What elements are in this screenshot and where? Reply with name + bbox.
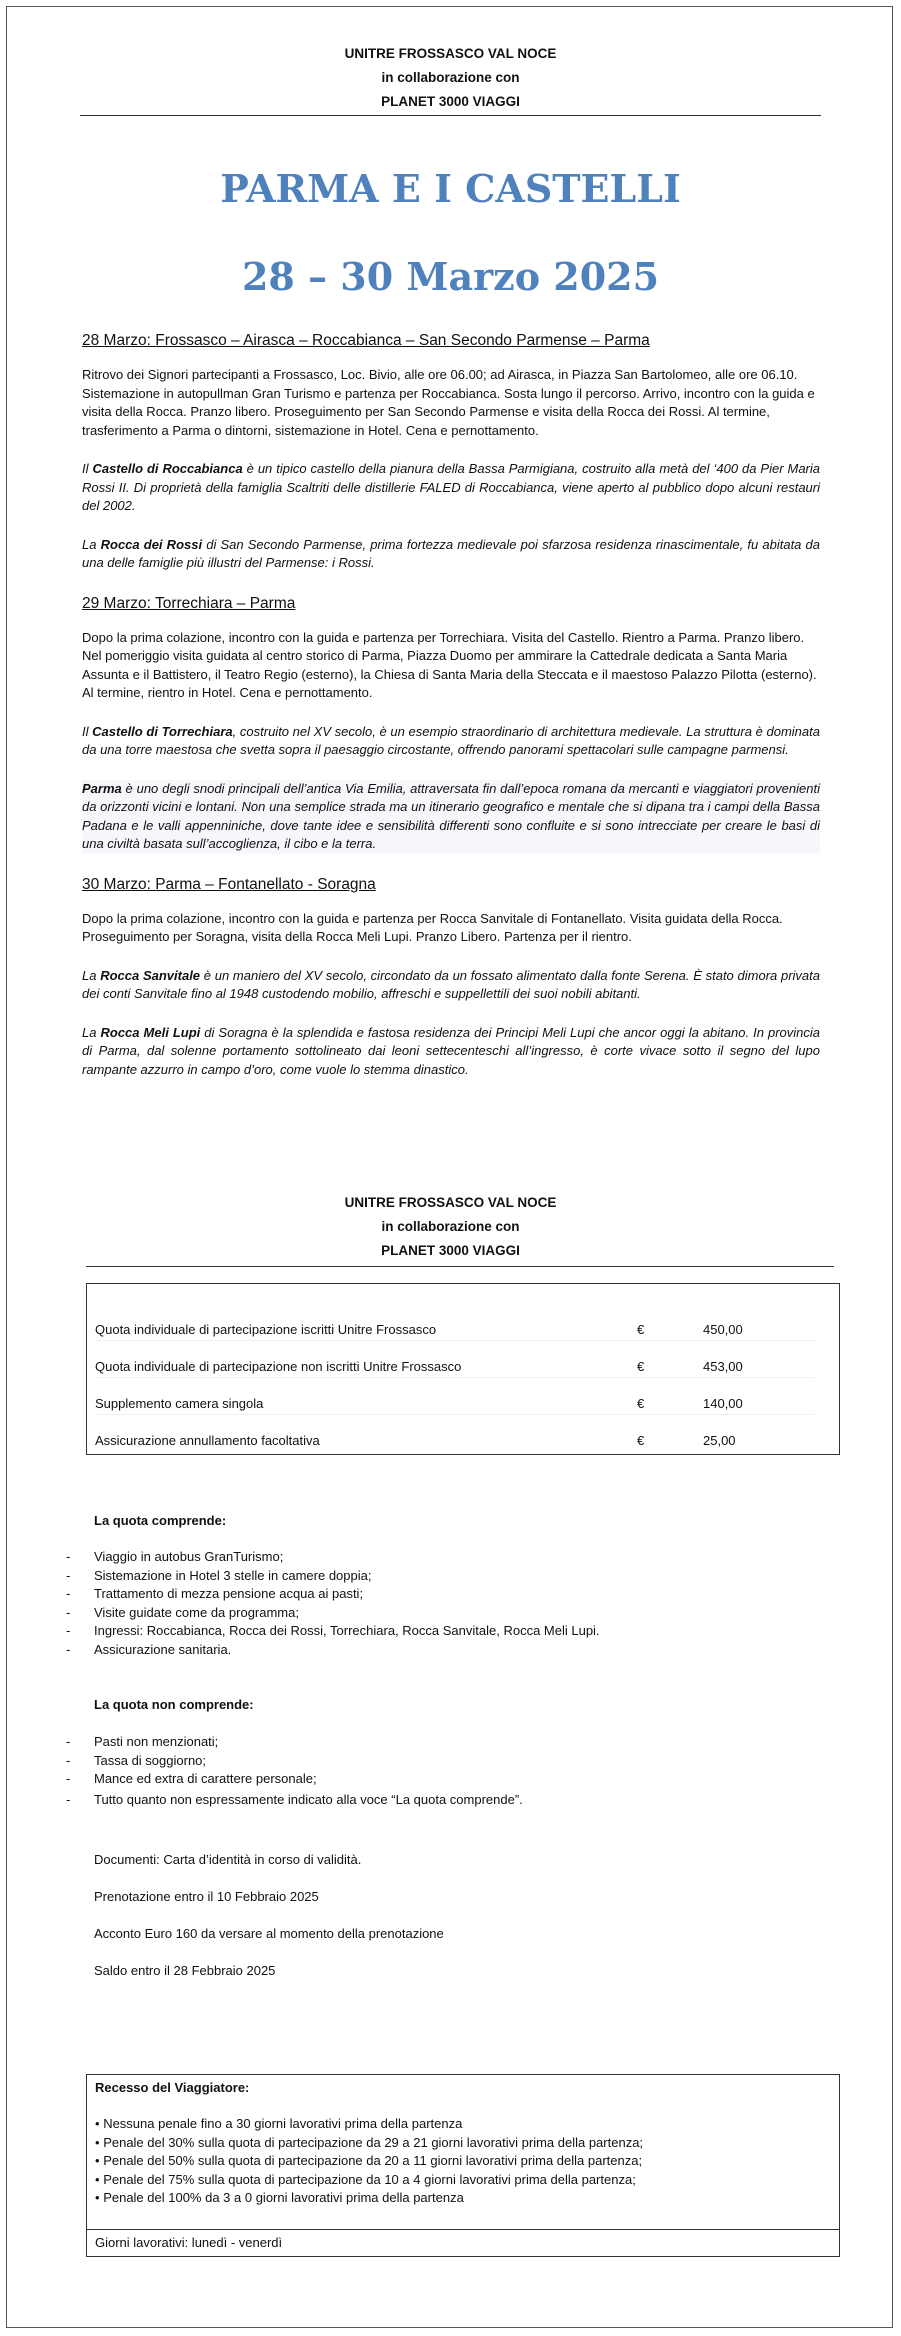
- list-item: - Viaggio in autobus GranTurismo;: [66, 1549, 284, 1564]
- list-item: - Visite guidate come da programma;: [66, 1604, 299, 1620]
- list-item: • Nessuna penale fino a 30 giorni lavorativi prima della partenza: [95, 2116, 463, 2131]
- list-item: • Penale del 100% da 3 a 0 giorni lavorativi prima della partenza: [95, 2190, 464, 2205]
- price-currency: €: [637, 1322, 645, 1337]
- cancellation-list: [95, 2115, 643, 2208]
- header-org: UNITRE FROSSASCO VAL NOCE: [344, 46, 557, 61]
- price-amount: 25,00: [703, 1433, 736, 1448]
- price-row: [95, 1357, 815, 1378]
- list-item: • Penale del 50% sulla quota di partecipazione da 20 a 11 giorni lavorativi prima della partenza;: [95, 2153, 643, 2168]
- price-currency: €: [637, 1433, 645, 1448]
- header-agency: PLANET 3000 VIAGGI: [381, 94, 520, 109]
- list-item: • Penale del 30% sulla quota di partecipazione da 29 a 21 giorni lavorativi prima della partenza;: [95, 2134, 644, 2150]
- includes-heading: La quota comprende:: [94, 1513, 227, 1528]
- header2-collab: in collaborazione con: [381, 1219, 520, 1234]
- list-item: - Ingressi: Roccabianca, Rocca dei Rossi, Torrechiara, Rocca Sanvitale, Rocca Meli Lupi.: [66, 1623, 600, 1638]
- price-label: Assicurazione annullamento facoltativa: [95, 1433, 320, 1448]
- list-item: - Trattamento di mezza pensione acqua ai pasti;: [66, 1586, 364, 1601]
- header-rule: [80, 115, 821, 116]
- price-row: [95, 1431, 815, 1451]
- page-title: PARMA E I CASTELLI: [220, 166, 681, 211]
- day3-text: Dopo la prima colazione, incontro con la guida e partenza per Rocca Sanvitale di Fontanellato. Visita guidata della Rocca. Proseguimento per Soragna, visita della Rocca Meli Lupi. Pranzo Libero. Partenza per il rientro.: [82, 910, 783, 944]
- header-second: [80, 1191, 821, 1263]
- price-row: [95, 1320, 815, 1341]
- price-amount: 450,00: [703, 1322, 743, 1337]
- day2-note-torrechiara: Il Castello di Torrechiara, costruito nel XV secolo, è un esempio straordinario di architettura medievale. La struttura è dominata da una torre maestosa che svetta sopra il paesaggio circostante, offrendo panorami spettacolari sulle campagne parmensi.: [82, 723, 820, 757]
- header2-org: UNITRE FROSSASCO VAL NOCE: [344, 1195, 557, 1210]
- price-amount: 453,00: [703, 1359, 743, 1374]
- list-item: - Tassa di soggiorno;: [66, 1752, 207, 1768]
- list-item: - Mance ed extra di carattere personale;: [66, 1771, 317, 1786]
- price-currency: €: [637, 1396, 645, 1411]
- header2-rule: [86, 1266, 834, 1267]
- day3-note-sanvitale: La Rocca Sanvitale è un maniero del XV secolo, circondato da un fossato alimentato dalla fonte Serena. È stato dimora privata dei conti Sanvitale fino al 1948 custodendo mobilio, affreschi e suppellettili dei suoi nobili abitanti.: [82, 967, 821, 1001]
- note-balance: Saldo entro il 28 Febbraio 2025: [94, 1963, 276, 1978]
- day1-note-roccabianca: Il Castello di Roccabianca è un tipico castello della pianura della Bassa Parmigiana, costruito alla metà del ‘400 da Pier Maria Rossi II. Di proprietà della famiglia Scaltriti delle distillerie FALED di Roccabianca, viene aperto al pubblico dopo alcuni restauri del 2002.: [82, 461, 820, 513]
- day1-text: Ritrovo dei Signori partecipanti a Frossasco, Loc. Bivio, alle ore 06.00; ad Airasca, in Piazza San Bartolomeo, alle ore 06.10. Sistemazione in autopullman Gran Turismo e partenza per Roccabianca. Sosta lungo il percorso. Arrivo, incontro con la guida e visita della Rocca. Pranzo libero. Proseguimento per San Secondo Parmense e visita della Rocca dei Rossi. Al termine, trasferimento a Parma o dintorni, sistemazione in Hotel. Cena e pernottamento.: [82, 367, 815, 438]
- list-item: - Sistemazione in Hotel 3 stelle in camere doppia;: [66, 1567, 372, 1583]
- day3-heading: 30 Marzo: Parma – Fontanellato - Soragna: [82, 875, 376, 893]
- cancellation-box: [86, 2074, 840, 2257]
- header-top: [80, 42, 821, 114]
- list-item: • Penale del 75% sulla quota di partecipazione da 10 a 4 giorni lavorativi prima della partenza;: [95, 2171, 636, 2187]
- price-label: Supplemento camera singola: [95, 1396, 264, 1411]
- working-days-note: Giorni lavorativi: lunedì - venerdì: [87, 2229, 839, 2257]
- note-deposit: Acconto Euro 160 da versare al momento della prenotazione: [94, 1926, 444, 1941]
- note-booking-deadline: Prenotazione entro il 10 Febbraio 2025: [94, 1889, 319, 1904]
- list-item: - Tutto quanto non espressamente indicato alla voce “La quota comprende”.: [66, 1791, 523, 1807]
- price-table: [86, 1283, 840, 1455]
- cancellation-heading: Recesso del Viaggiatore:: [95, 2080, 250, 2095]
- list-item: - Pasti non menzionati;: [66, 1734, 219, 1749]
- price-amount: 140,00: [703, 1396, 743, 1411]
- excludes-heading: La quota non comprende:: [94, 1697, 254, 1712]
- header2-agency: PLANET 3000 VIAGGI: [381, 1243, 520, 1258]
- day2-heading: 29 Marzo: Torrechiara – Parma: [82, 594, 296, 612]
- price-currency: €: [637, 1359, 645, 1374]
- price-row: [95, 1394, 815, 1415]
- note-documents: Documenti: Carta d’identità in corso di validità.: [94, 1852, 362, 1867]
- day2-note-parma: Parma è uno degli snodi principali dell’antica Via Emilia, attraversata fin dall’epoca romana da mercanti e viaggiatori provenienti da orizzonti vicini e lontani. Non una semplice strada ma un itinerario geografico e mentale che si dipana tra i campi della Bassa Padana e le valli appenniniche, dove tante idee e sensibilità differenti sono confluite e si sono intrecciate per creare le basi di una civiltà basata sull’accoglienza, il cibo e la terra.: [82, 780, 820, 854]
- price-label: Quota individuale di partecipazione iscritti Unitre Frossasco: [95, 1322, 437, 1337]
- page-dates: 28 – 30 Marzo 2025: [241, 254, 660, 299]
- list-item: - Assicurazione sanitaria.: [66, 1641, 232, 1657]
- includes-list: [60, 1548, 600, 1659]
- day1-note-rossi: La Rocca dei Rossi di San Secondo Parmense, prima fortezza medievale poi sfarzosa residenza rinascimentale, fu abitata da una delle famiglie più illustri del Parmense: i Rossi.: [82, 536, 821, 570]
- day2-text: Dopo la prima colazione, incontro con la guida e partenza per Torrechiara. Visita del Castello. Rientro a Parma. Pranzo libero. Nel pomeriggio visita guidata al centro storico di Parma, Piazza Duomo per ammirare la Cattedrale dedicata a Santa Maria Assunta e il Battistero, il Teatro Regio (esterno), la Chiesa di Santa Maria della Steccata e il maestoso Palazzo Pilotta (esterno). Al termine, rientro in Hotel. Cena e pernottamento.: [82, 629, 817, 700]
- day1-heading: 28 Marzo: Frossasco – Airasca – Roccabianca – San Secondo Parmense – Parma: [82, 332, 650, 349]
- price-label: Quota individuale di partecipazione non iscritti Unitre Frossasco: [95, 1359, 462, 1374]
- header-collab: in collaborazione con: [381, 70, 520, 85]
- excludes-list: [60, 1733, 523, 1809]
- day3-note-melilupi: La Rocca Meli Lupi di Soragna è la splendida e fastosa residenza dei Principi Meli Lupi che ancor oggi la abitano. In provincia di Parma, dal solenne portamento sottolineato dai leoni settecenteschi all’ingresso, è corte vivace sotto il segno del lupo rampante azzurro in campo d’oro, come vuole lo stemma dinastico.: [82, 1024, 820, 1077]
- itinerary: [82, 330, 820, 1099]
